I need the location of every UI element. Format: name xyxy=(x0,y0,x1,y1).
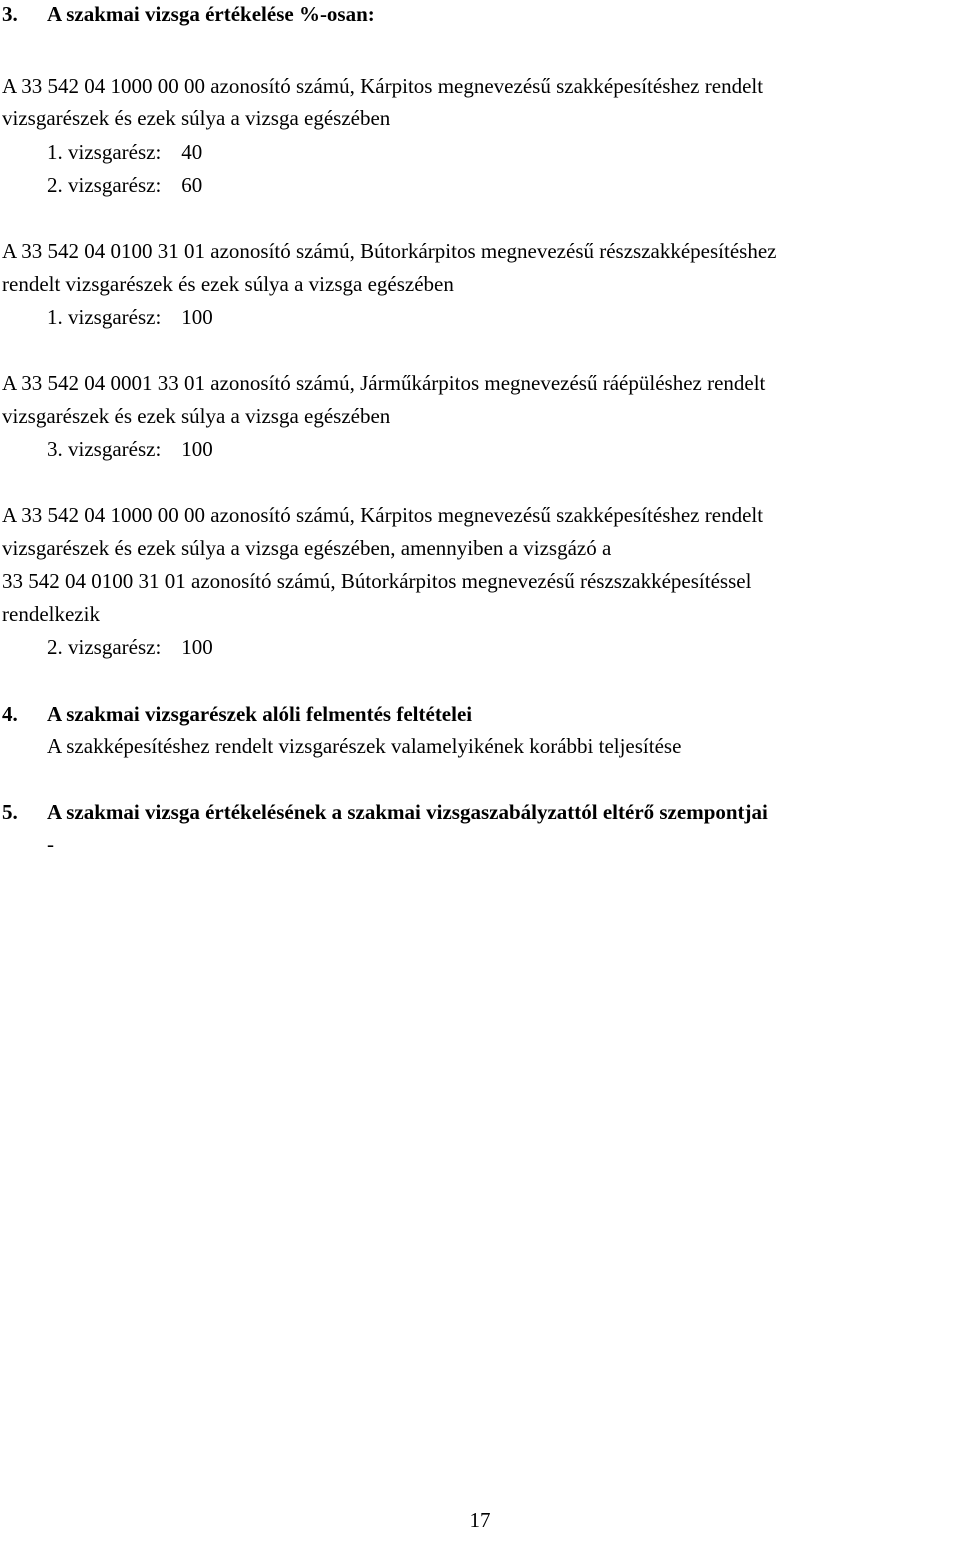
paragraph-line: 33 542 04 0100 31 01 azonosító számú, Bútorkárpitos megnevezésű részszakképesítéssel xyxy=(2,569,752,593)
exam-part-value: 60 xyxy=(181,173,203,197)
exam-part-row xyxy=(47,305,213,329)
section-title: A szakmai vizsga értékelésének a szakmai vizsgaszabályzattól eltérő szempontjai xyxy=(47,800,768,824)
paragraph-line: A 33 542 04 1000 00 00 azonosító számú, Kárpitos megnevezésű szakképesítéshez rendelt xyxy=(2,74,764,98)
section-5-heading xyxy=(2,800,768,824)
section-title: A szakmai vizsga értékelése %-osan: xyxy=(47,2,375,26)
exam-part-value: 100 xyxy=(181,437,213,461)
exam-part-label: 1. vizsgarész: xyxy=(47,140,162,164)
exam-part-label: 3. vizsgarész: xyxy=(47,437,162,461)
paragraph-line: vizsgarészek és ezek súlya a vizsga egészében xyxy=(2,106,391,130)
exam-part-label: 2. vizsgarész: xyxy=(47,635,162,659)
paragraph-line: rendelkezik xyxy=(2,602,100,626)
exam-part-value: 100 xyxy=(181,635,213,659)
paragraph-line: A 33 542 04 1000 00 00 azonosító számú, Kárpitos megnevezésű szakképesítéshez rendelt xyxy=(2,503,764,527)
paragraph-line: vizsgarészek és ezek súlya a vizsga egészében xyxy=(2,404,391,428)
page-number: 17 xyxy=(469,1508,491,1532)
exam-part-value: 100 xyxy=(181,305,213,329)
exam-part-label: 1. vizsgarész: xyxy=(47,305,162,329)
section-4-heading xyxy=(2,702,472,726)
exam-part-row xyxy=(47,635,213,659)
paragraph-line: rendelt vizsgarészek és ezek súlya a vizsga egészében xyxy=(2,272,454,296)
section-title: A szakmai vizsgarészek alóli felmentés feltételei xyxy=(47,702,473,726)
section-number: 4. xyxy=(2,702,18,726)
section-3-heading xyxy=(2,2,375,26)
section-number: 3. xyxy=(2,2,18,26)
section-number: 5. xyxy=(2,800,18,824)
section-5-text: - xyxy=(47,832,54,856)
exam-part-row xyxy=(47,173,202,197)
paragraph-line: A 33 542 04 0001 33 01 azonosító számú, Járműkárpitos megnevezésű ráépüléshez rendelt xyxy=(2,371,766,395)
exam-part-row xyxy=(47,140,202,164)
section-4-text: A szakképesítéshez rendelt vizsgarészek valamelyikének korábbi teljesítése xyxy=(47,734,682,758)
exam-part-row xyxy=(47,437,213,461)
paragraph-line: vizsgarészek és ezek súlya a vizsga egészében, amennyiben a vizsgázó a xyxy=(2,536,612,560)
paragraph-line: A 33 542 04 0100 31 01 azonosító számú, Bútorkárpitos megnevezésű részszakképesítéshez xyxy=(2,239,777,263)
exam-part-value: 40 xyxy=(181,140,203,164)
exam-part-label: 2. vizsgarész: xyxy=(47,173,162,197)
